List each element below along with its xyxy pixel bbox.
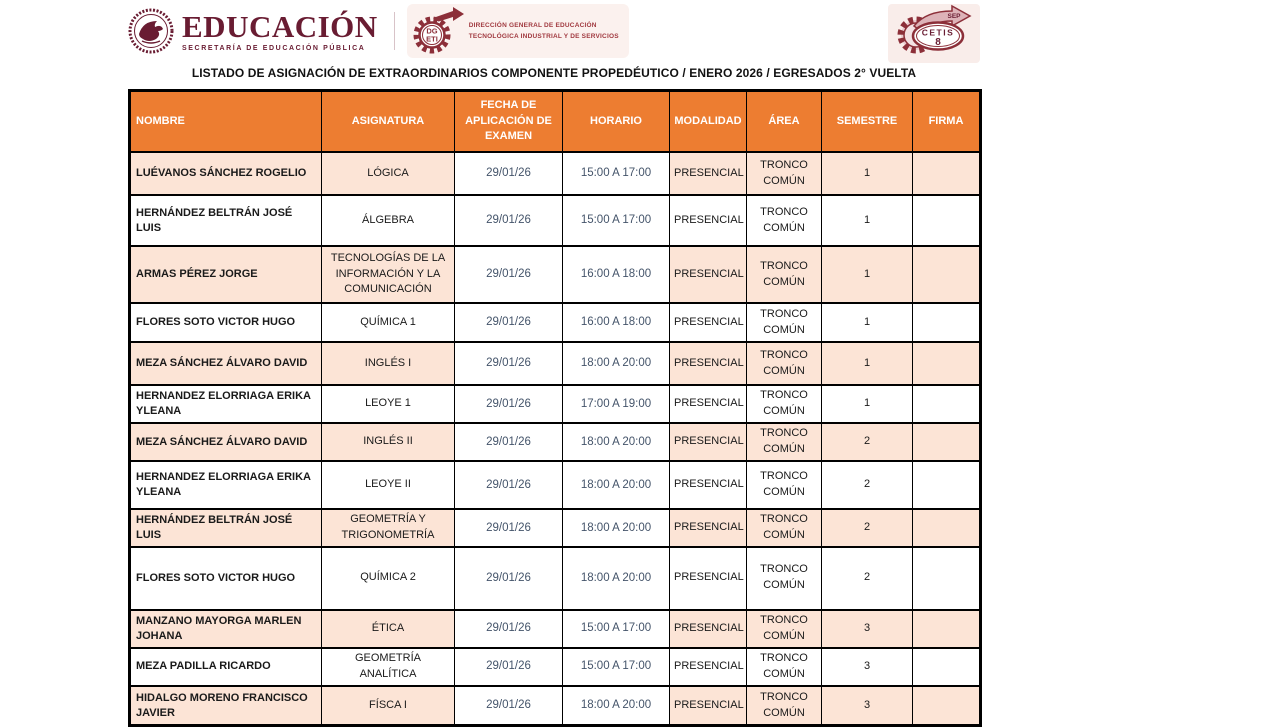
cell-semestre: 1 (822, 342, 913, 385)
dgeti-caption-line2: TECNOLÓGICA INDUSTRIAL Y DE SERVICIOS (468, 32, 619, 40)
table-row (130, 610, 981, 648)
logo-divider (394, 12, 395, 50)
cell-nombre: HERNÁNDEZ BELTRÁN JOSÉ LUIS (130, 509, 322, 547)
cell-horario: 18:00 A 20:00 (563, 547, 670, 610)
table-row (130, 509, 981, 547)
cell-firma (913, 195, 981, 246)
table-row (130, 461, 981, 509)
cell-modalidad: PRESENCIAL (670, 509, 747, 547)
cell-horario: 18:00 A 20:00 (563, 423, 670, 461)
cell-asignatura: ÉTICA (322, 610, 455, 648)
cell-asignatura: LEOYE 1 (322, 385, 455, 423)
cell-fecha: 29/01/26 (455, 547, 563, 610)
table-row (130, 246, 981, 303)
cell-semestre: 3 (822, 648, 913, 686)
cell-modalidad: PRESENCIAL (670, 385, 747, 423)
column-header-horario: HORARIO (563, 91, 670, 153)
svg-text:ETI: ETI (425, 34, 438, 44)
header-logo-band (128, 2, 980, 60)
cell-nombre: HERNÁNDEZ BELTRÁN JOSÉ LUIS (130, 195, 322, 246)
table-row (130, 195, 981, 246)
table-header-row (130, 91, 981, 153)
cell-area: TRONCO COMÚN (747, 303, 822, 342)
cell-fecha: 29/01/26 (455, 686, 563, 726)
cell-asignatura: GEOMETRÍA Y TRIGONOMETRÍA (322, 509, 455, 547)
cell-nombre: MEZA SÁNCHEZ ÁLVARO DAVID (130, 423, 322, 461)
dgeti-caption-line1: DIRECCIÓN GENERAL DE EDUCACIÓN (468, 21, 597, 29)
column-header-asignatura: ASIGNATURA (322, 91, 455, 153)
cell-asignatura: INGLÉS I (322, 342, 455, 385)
sep-subtitle: SECRETARÍA DE EDUCACIÓN PÚBLICA (182, 44, 366, 52)
cell-fecha: 29/01/26 (455, 461, 563, 509)
table-row (130, 152, 981, 195)
cell-nombre: HERNANDEZ ELORRIAGA ERIKA YLEANA (130, 385, 322, 423)
cell-area: TRONCO COMÚN (747, 610, 822, 648)
cell-modalidad: PRESENCIAL (670, 461, 747, 509)
cell-area: TRONCO COMÚN (747, 648, 822, 686)
column-header-area: ÁREA (747, 91, 822, 153)
svg-text:SEP: SEP (947, 13, 961, 20)
cell-nombre: LUÉVANOS SÁNCHEZ ROGELIO (130, 152, 322, 195)
cell-modalidad: PRESENCIAL (670, 246, 747, 303)
column-header-nombre: NOMBRE (130, 91, 322, 153)
cell-area: TRONCO COMÚN (747, 195, 822, 246)
cell-nombre: HIDALGO MORENO FRANCISCO JAVIER (130, 686, 322, 726)
cell-area: TRONCO COMÚN (747, 385, 822, 423)
svg-text:DG: DG (426, 26, 438, 36)
table-row (130, 303, 981, 342)
cell-horario: 18:00 A 20:00 (563, 461, 670, 509)
cell-modalidad: PRESENCIAL (670, 423, 747, 461)
cell-asignatura: QUÍMICA 1 (322, 303, 455, 342)
cell-modalidad: PRESENCIAL (670, 152, 747, 195)
cell-firma (913, 509, 981, 547)
cell-firma (913, 303, 981, 342)
cell-nombre: MEZA SÁNCHEZ ÁLVARO DAVID (130, 342, 322, 385)
cell-firma (913, 461, 981, 509)
cell-semestre: 2 (822, 423, 913, 461)
cell-firma (913, 423, 981, 461)
cell-horario: 16:00 A 18:00 (563, 303, 670, 342)
dgeti-caption (469, 21, 619, 42)
cell-asignatura: ÁLGEBRA (322, 195, 455, 246)
table-row (130, 423, 981, 461)
cell-horario: 16:00 A 18:00 (563, 246, 670, 303)
cell-horario: 17:00 A 19:00 (563, 385, 670, 423)
cell-fecha: 29/01/26 (455, 246, 563, 303)
cell-fecha: 29/01/26 (455, 385, 563, 423)
cell-fecha: 29/01/26 (455, 195, 563, 246)
cell-semestre: 1 (822, 385, 913, 423)
cell-nombre: HERNANDEZ ELORRIAGA ERIKA YLEANA (130, 461, 322, 509)
cell-horario: 18:00 A 20:00 (563, 686, 670, 726)
cell-area: TRONCO COMÚN (747, 547, 822, 610)
cell-modalidad: PRESENCIAL (670, 195, 747, 246)
cell-semestre: 1 (822, 195, 913, 246)
cell-asignatura: LEOYE II (322, 461, 455, 509)
cell-modalidad: PRESENCIAL (670, 547, 747, 610)
assignments-table (128, 89, 982, 727)
svg-text:8: 8 (935, 37, 941, 48)
cell-semestre: 1 (822, 246, 913, 303)
document-page (128, 0, 980, 727)
cell-horario: 15:00 A 17:00 (563, 610, 670, 648)
cell-horario: 15:00 A 17:00 (563, 152, 670, 195)
cell-fecha: 29/01/26 (455, 303, 563, 342)
sep-educacion-brand (128, 8, 378, 54)
cell-horario: 18:00 A 20:00 (563, 342, 670, 385)
sep-wordmark-block (182, 8, 378, 52)
cell-semestre: 2 (822, 547, 913, 610)
cell-asignatura: TECNOLOGÍAS DE LA INFORMACIÓN Y LA COMUNICACIÓN (322, 246, 455, 303)
cell-nombre: MEZA PADILLA RICARDO (130, 648, 322, 686)
cell-semestre: 3 (822, 686, 913, 726)
column-header-fecha: FECHA DE APLICACIÓN DE EXAMEN (455, 91, 563, 153)
cell-nombre: MANZANO MAYORGA MARLEN JOHANA (130, 610, 322, 648)
cell-modalidad: PRESENCIAL (670, 610, 747, 648)
cell-semestre: 1 (822, 152, 913, 195)
cell-firma (913, 342, 981, 385)
cell-horario: 18:00 A 20:00 (563, 509, 670, 547)
cell-area: TRONCO COMÚN (747, 509, 822, 547)
table-row (130, 385, 981, 423)
cell-modalidad: PRESENCIAL (670, 648, 747, 686)
column-header-modalidad: MODALIDAD (670, 91, 747, 153)
cell-fecha: 29/01/26 (455, 509, 563, 547)
column-header-firma: FIRMA (913, 91, 981, 153)
table-row (130, 547, 981, 610)
cell-fecha: 29/01/26 (455, 152, 563, 195)
cell-fecha: 29/01/26 (455, 610, 563, 648)
dgeti-brand (407, 4, 629, 58)
cell-area: TRONCO COMÚN (747, 342, 822, 385)
cell-asignatura: GEOMETRÍA ANALÍTICA (322, 648, 455, 686)
cell-semestre: 2 (822, 509, 913, 547)
cell-asignatura: FÍSCA I (322, 686, 455, 726)
column-header-semestre: SEMESTRE (822, 91, 913, 153)
cell-asignatura: QUÍMICA 2 (322, 547, 455, 610)
cell-modalidad: PRESENCIAL (670, 342, 747, 385)
cell-nombre: FLORES SOTO VICTOR HUGO (130, 303, 322, 342)
table-row (130, 342, 981, 385)
cell-asignatura: LÓGICA (322, 152, 455, 195)
cell-semestre: 3 (822, 610, 913, 648)
cell-area: TRONCO COMÚN (747, 461, 822, 509)
cell-asignatura: INGLÉS II (322, 423, 455, 461)
dgeti-gear-icon (409, 6, 465, 56)
cell-nombre: ARMAS PÉREZ JORGE (130, 246, 322, 303)
cell-modalidad: PRESENCIAL (670, 686, 747, 726)
cell-fecha: 29/01/26 (455, 648, 563, 686)
cell-fecha: 29/01/26 (455, 423, 563, 461)
cell-area: TRONCO COMÚN (747, 423, 822, 461)
cell-semestre: 2 (822, 461, 913, 509)
cetis-8-logo (888, 4, 980, 63)
cell-fecha: 29/01/26 (455, 342, 563, 385)
svg-text:CETIS: CETIS (921, 27, 955, 38)
cell-area: TRONCO COMÚN (747, 686, 822, 726)
cell-firma (913, 547, 981, 610)
cetis-gear-arrow-icon (888, 4, 980, 58)
cell-semestre: 1 (822, 303, 913, 342)
cell-nombre: FLORES SOTO VICTOR HUGO (130, 547, 322, 610)
cell-area: TRONCO COMÚN (747, 152, 822, 195)
cell-horario: 15:00 A 17:00 (563, 648, 670, 686)
cell-firma (913, 385, 981, 423)
page-title: LISTADO DE ASIGNACIÓN DE EXTRAORDINARIOS COMPONENTE PROPEDÉUTICO / ENERO 2026 / EGRESADOS 2° VUELTA (191, 66, 917, 80)
cell-modalidad: PRESENCIAL (670, 303, 747, 342)
cell-area: TRONCO COMÚN (747, 246, 822, 303)
cell-firma (913, 648, 981, 686)
table-row (130, 648, 981, 686)
cell-firma (913, 610, 981, 648)
sep-eagle-icon (128, 8, 174, 54)
educacion-wordmark: EDUCACIÓN (182, 8, 378, 44)
cell-horario: 15:00 A 17:00 (563, 195, 670, 246)
cell-firma (913, 152, 981, 195)
cell-firma (913, 246, 981, 303)
